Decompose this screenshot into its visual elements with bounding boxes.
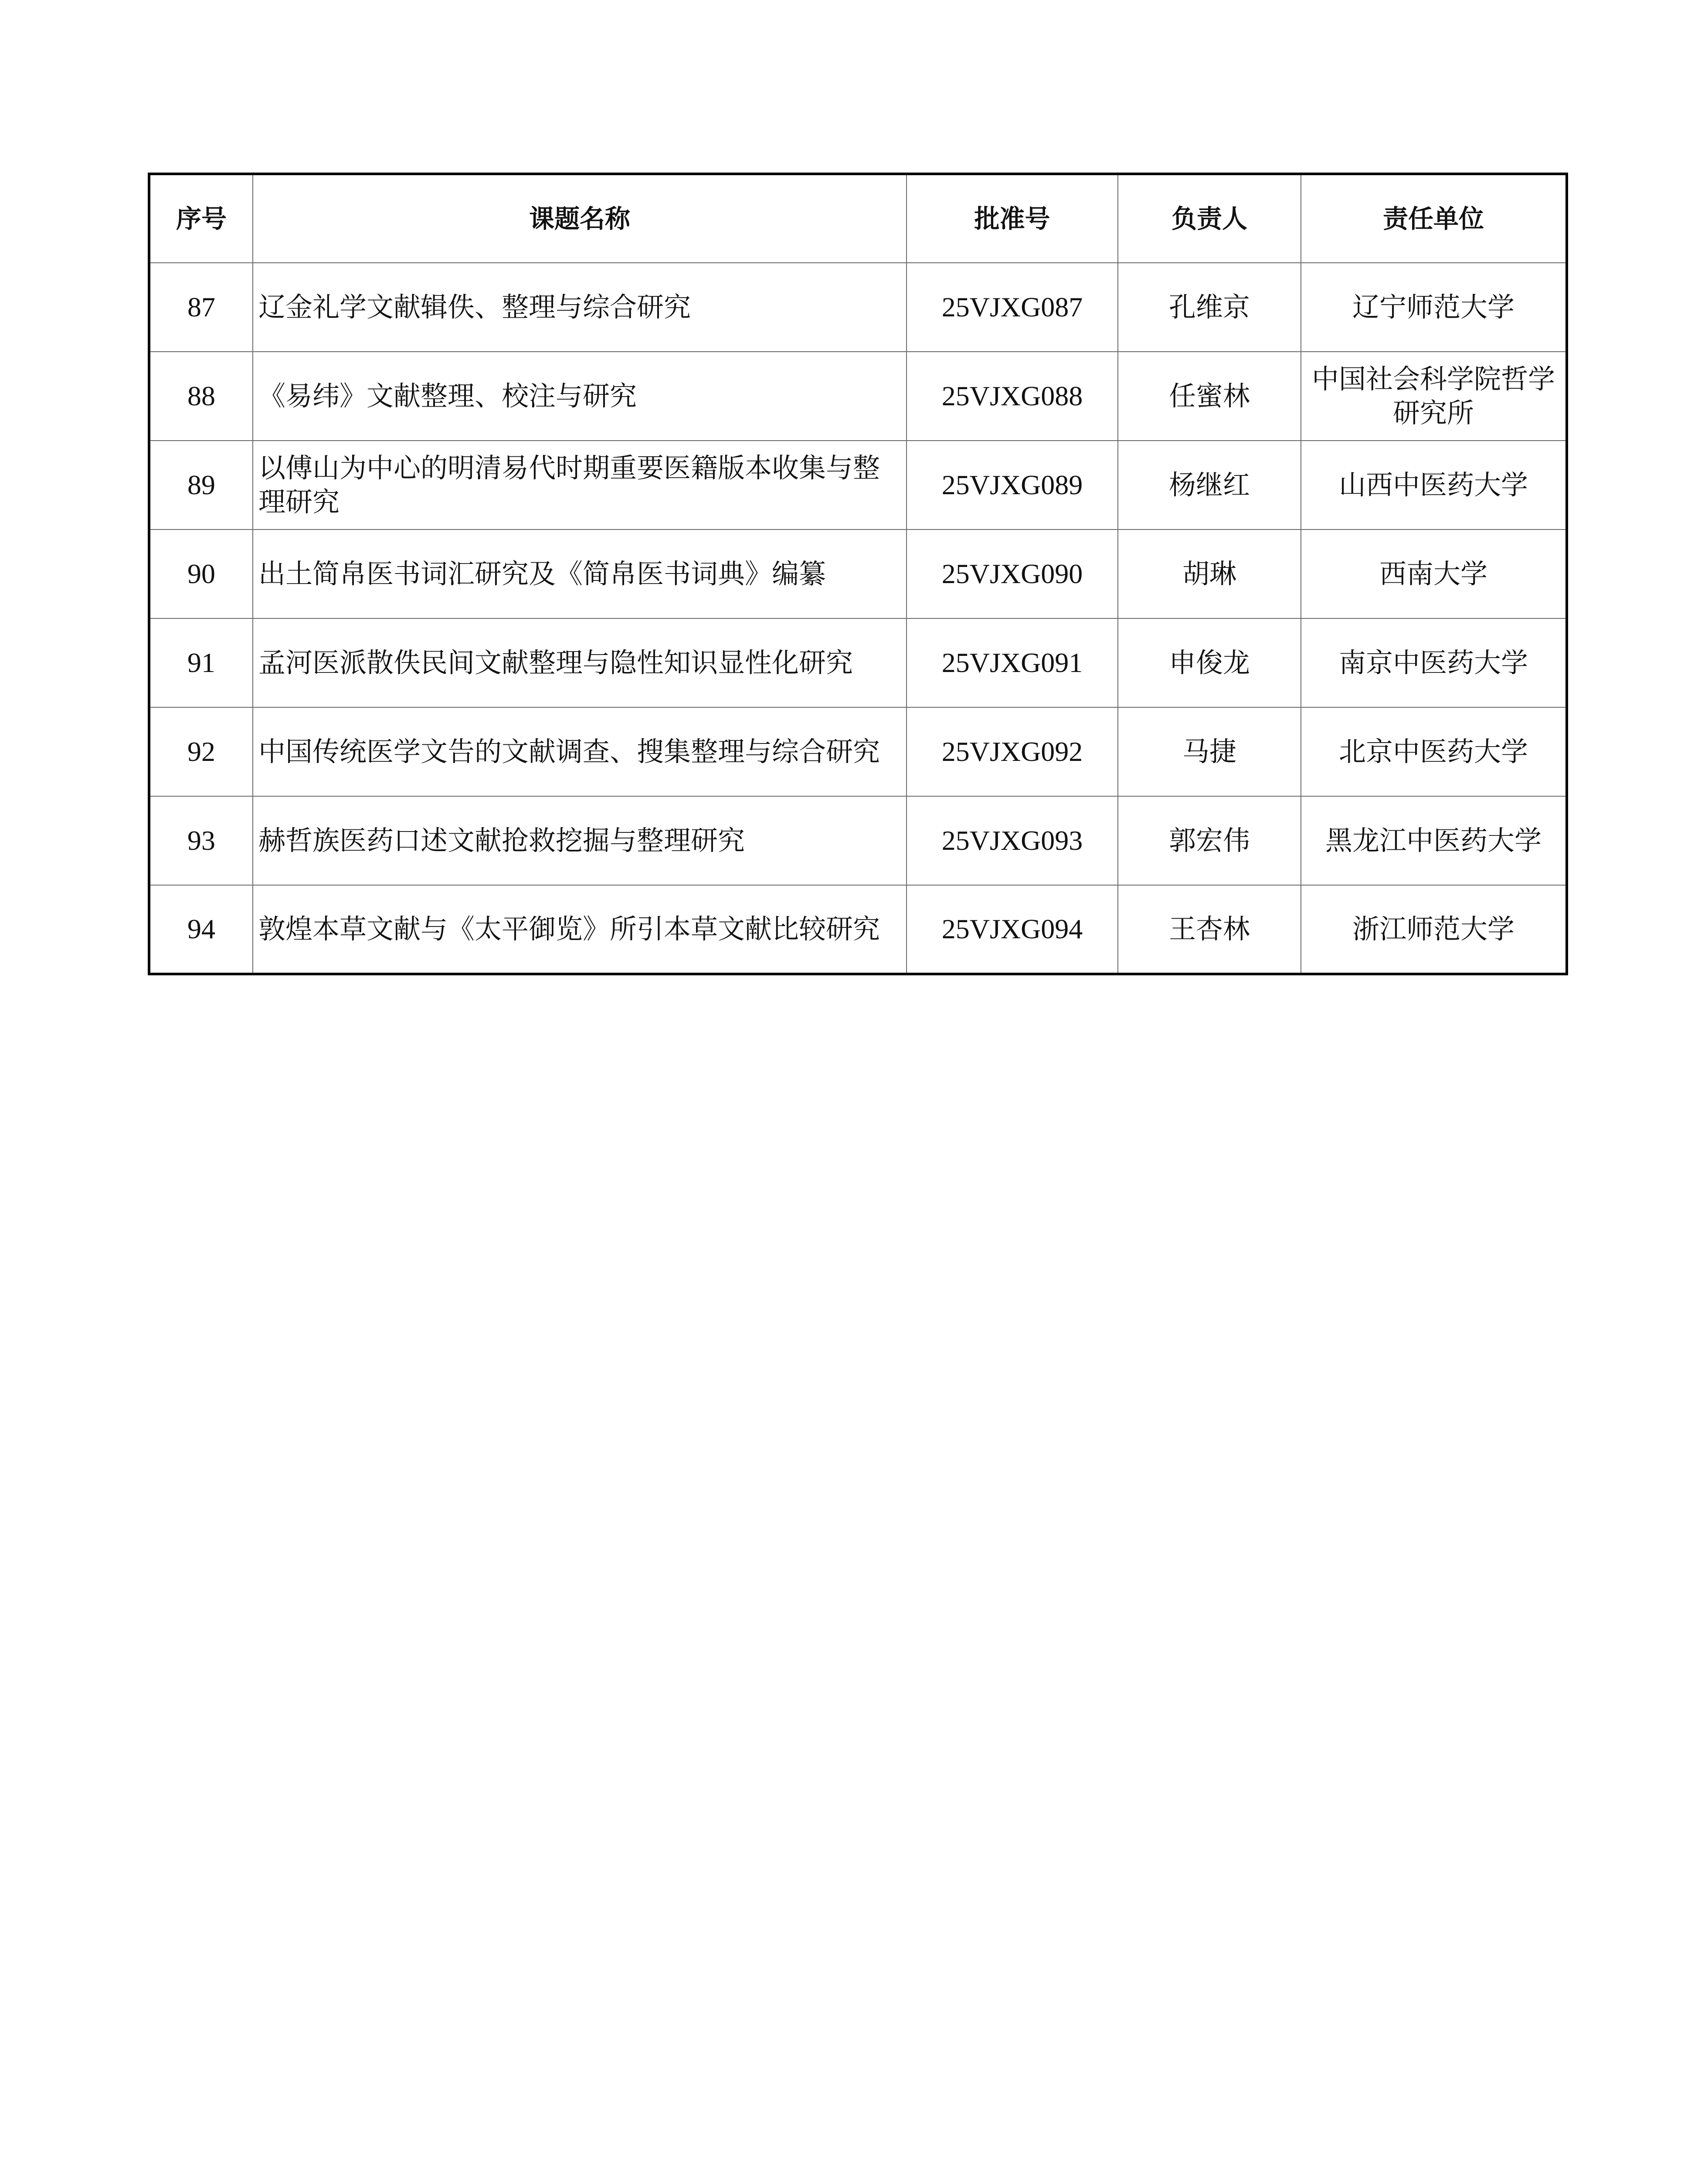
principal-investigator-cell: 杨继红	[1118, 441, 1301, 529]
project-title-cell: 辽金礼学文献辑佚、整理与综合研究	[253, 263, 907, 352]
principal-investigator-cell: 郭宏伟	[1118, 796, 1301, 885]
serial-number-cell: 94	[149, 885, 253, 974]
project-list-table	[148, 173, 1568, 975]
principal-investigator-cell: 任蜜林	[1118, 352, 1301, 441]
table-row	[149, 352, 1567, 441]
header-project-title: 课题名称	[253, 174, 907, 263]
approval-number-cell: 25VJXG092	[907, 707, 1118, 796]
project-title-cell: 出土简帛医书词汇研究及《简帛医书词典》编纂	[253, 529, 907, 618]
principal-investigator-cell: 马捷	[1118, 707, 1301, 796]
responsible-unit-cell: 辽宁师范大学	[1301, 263, 1567, 352]
principal-investigator-cell: 孔维京	[1118, 263, 1301, 352]
project-title-cell: 以傅山为中心的明清易代时期重要医籍版本收集与整理研究	[253, 441, 907, 529]
project-title-cell: 赫哲族医药口述文献抢救挖掘与整理研究	[253, 796, 907, 885]
table-row	[149, 796, 1567, 885]
principal-investigator-cell: 王杏林	[1118, 885, 1301, 974]
approval-number-cell: 25VJXG087	[907, 263, 1118, 352]
approval-number-cell: 25VJXG089	[907, 441, 1118, 529]
serial-number-cell: 93	[149, 796, 253, 885]
header-approval-number: 批准号	[907, 174, 1118, 263]
project-title-cell: 敦煌本草文献与《太平御览》所引本草文献比较研究	[253, 885, 907, 974]
approval-number-cell: 25VJXG088	[907, 352, 1118, 441]
header-serial-number: 序号	[149, 174, 253, 263]
approval-number-cell: 25VJXG091	[907, 618, 1118, 707]
responsible-unit-cell: 山西中医药大学	[1301, 441, 1567, 529]
approval-number-cell: 25VJXG093	[907, 796, 1118, 885]
header-responsible-unit: 责任单位	[1301, 174, 1567, 263]
table-row	[149, 529, 1567, 618]
serial-number-cell: 92	[149, 707, 253, 796]
principal-investigator-cell: 胡琳	[1118, 529, 1301, 618]
responsible-unit-cell: 黑龙江中医药大学	[1301, 796, 1567, 885]
responsible-unit-cell: 北京中医药大学	[1301, 707, 1567, 796]
project-title-cell: 孟河医派散佚民间文献整理与隐性知识显性化研究	[253, 618, 907, 707]
approval-number-cell: 25VJXG090	[907, 529, 1118, 618]
table-row	[149, 885, 1567, 974]
serial-number-cell: 91	[149, 618, 253, 707]
table-row	[149, 263, 1567, 352]
serial-number-cell: 89	[149, 441, 253, 529]
responsible-unit-cell: 南京中医药大学	[1301, 618, 1567, 707]
responsible-unit-cell: 浙江师范大学	[1301, 885, 1567, 974]
table-row	[149, 618, 1567, 707]
responsible-unit-cell: 西南大学	[1301, 529, 1567, 618]
approval-number-cell: 25VJXG094	[907, 885, 1118, 974]
table-row	[149, 707, 1567, 796]
principal-investigator-cell: 申俊龙	[1118, 618, 1301, 707]
project-title-cell: 《易纬》文献整理、校注与研究	[253, 352, 907, 441]
serial-number-cell: 87	[149, 263, 253, 352]
responsible-unit-cell: 中国社会科学院哲学研究所	[1301, 352, 1567, 441]
project-title-cell: 中国传统医学文告的文献调查、搜集整理与综合研究	[253, 707, 907, 796]
table-row	[149, 441, 1567, 529]
serial-number-cell: 88	[149, 352, 253, 441]
serial-number-cell: 90	[149, 529, 253, 618]
table-header-row	[149, 174, 1567, 263]
header-principal-investigator: 负责人	[1118, 174, 1301, 263]
